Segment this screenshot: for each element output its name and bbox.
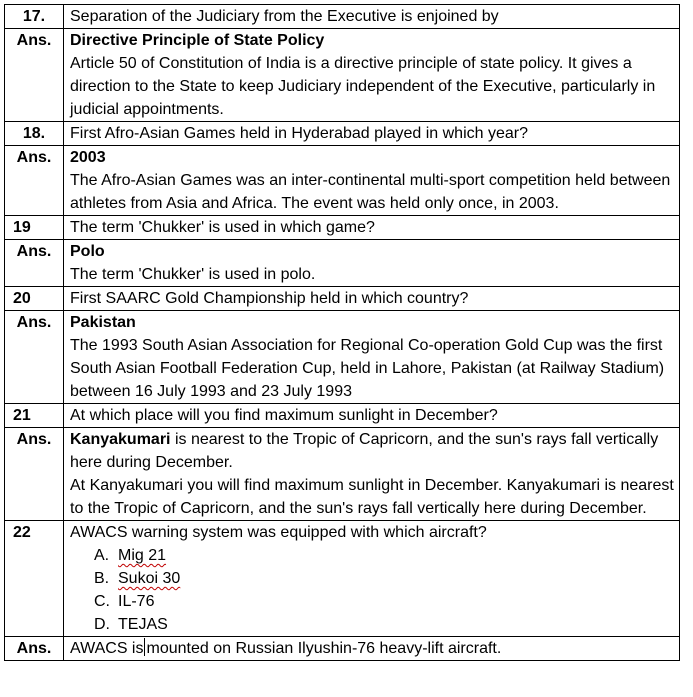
table-row	[5, 637, 680, 661]
option-item	[94, 567, 679, 590]
answer-cell	[64, 428, 680, 521]
answer-explanation: The Afro-Asian Games was an inter-continental multi-sport competition held between athletes from Asia and Africa. The event was held only once, in 2003.	[70, 172, 671, 212]
question-text: Separation of the Judiciary from the Executive is enjoined by	[64, 5, 680, 29]
option-text: IL-76	[118, 593, 155, 610]
answer-text-start: AWACS is	[70, 640, 144, 657]
answer-title: Pakistan	[70, 314, 136, 331]
answer-lead	[70, 428, 679, 474]
option-marker: A.	[94, 547, 110, 564]
answer-label: Ans.	[5, 311, 64, 404]
table-row	[5, 311, 680, 404]
answer-explanation: The 1993 South Asian Association for Regional Co-operation Gold Cup was the first South Asian Football Federation Cup, held in Lahore, Pakistan (at Railway Stadium) between 16 July 1993 and 23 July 1993	[70, 337, 665, 400]
answer-title: Kanyakumari	[70, 431, 171, 448]
question-text: First SAARC Gold Championship held in which country?	[64, 287, 680, 311]
answer-explanation: At Kanyakumari you will find maximum sunlight in December. Kanyakumari is nearest to the Tropic of Capricorn, and the sun's rays fall vertically here during December.	[70, 477, 674, 517]
question-text: First Afro-Asian Games held in Hyderabad played in which year?	[64, 122, 680, 146]
option-marker: C.	[94, 593, 110, 610]
question-text: The term 'Chukker' is used in which game?	[64, 216, 680, 240]
option-text: Mig 21	[118, 547, 167, 564]
option-text: TEJAS	[118, 616, 168, 633]
question-number: 21	[5, 404, 64, 428]
option-text: Sukoi 30	[118, 570, 181, 587]
answer-text-end: mounted on Russian Ilyushin-76 heavy-lift aircraft.	[146, 640, 502, 657]
answer-cell	[64, 29, 680, 122]
option-marker: B.	[94, 570, 110, 587]
question-text: At which place will you find maximum sunlight in December?	[64, 404, 680, 428]
table-row	[5, 29, 680, 122]
options-list	[70, 544, 679, 636]
table-row	[5, 5, 680, 29]
table-row	[5, 240, 680, 287]
answer-cell	[64, 146, 680, 216]
table-row	[5, 216, 680, 240]
option-item	[94, 590, 679, 613]
answer-title: Polo	[70, 243, 105, 260]
table-row	[5, 287, 680, 311]
question-number: 18.	[5, 122, 64, 146]
question-text: AWACS warning system was equipped with which aircraft?	[70, 524, 487, 541]
answer-cell	[64, 311, 680, 404]
answer-explanation: The term 'Chukker' is used in polo.	[70, 266, 316, 283]
table-row	[5, 122, 680, 146]
table-row	[5, 404, 680, 428]
table-row	[5, 428, 680, 521]
option-item	[94, 544, 679, 567]
question-cell	[64, 521, 680, 637]
answer-cell	[64, 240, 680, 287]
option-item	[94, 613, 679, 636]
answer-explanation: Article 50 of Constitution of India is a directive principle of state policy. It gives a direction to the State to keep Judiciary independent of the Executive, particularly in judicial appointments.	[70, 55, 656, 118]
question-number: 20	[5, 287, 64, 311]
answer-label: Ans.	[5, 240, 64, 287]
answer-inline-text: is nearest to the Tropic of Capricorn, and the sun's rays fall vertically here during December.	[70, 431, 659, 471]
qa-table	[4, 4, 680, 661]
answer-title: Directive Principle of State Policy	[70, 32, 325, 49]
question-number: 17.	[5, 5, 64, 29]
question-number: 22	[5, 521, 64, 637]
table-row	[5, 146, 680, 216]
answer-label: Ans.	[5, 428, 64, 521]
answer-title: 2003	[70, 149, 106, 166]
question-number: 19	[5, 216, 64, 240]
answer-label: Ans.	[5, 29, 64, 122]
answer-label: Ans.	[5, 637, 64, 661]
answer-cell[interactable]	[64, 637, 680, 661]
option-marker: D.	[94, 616, 110, 633]
table-row	[5, 521, 680, 637]
answer-label: Ans.	[5, 146, 64, 216]
